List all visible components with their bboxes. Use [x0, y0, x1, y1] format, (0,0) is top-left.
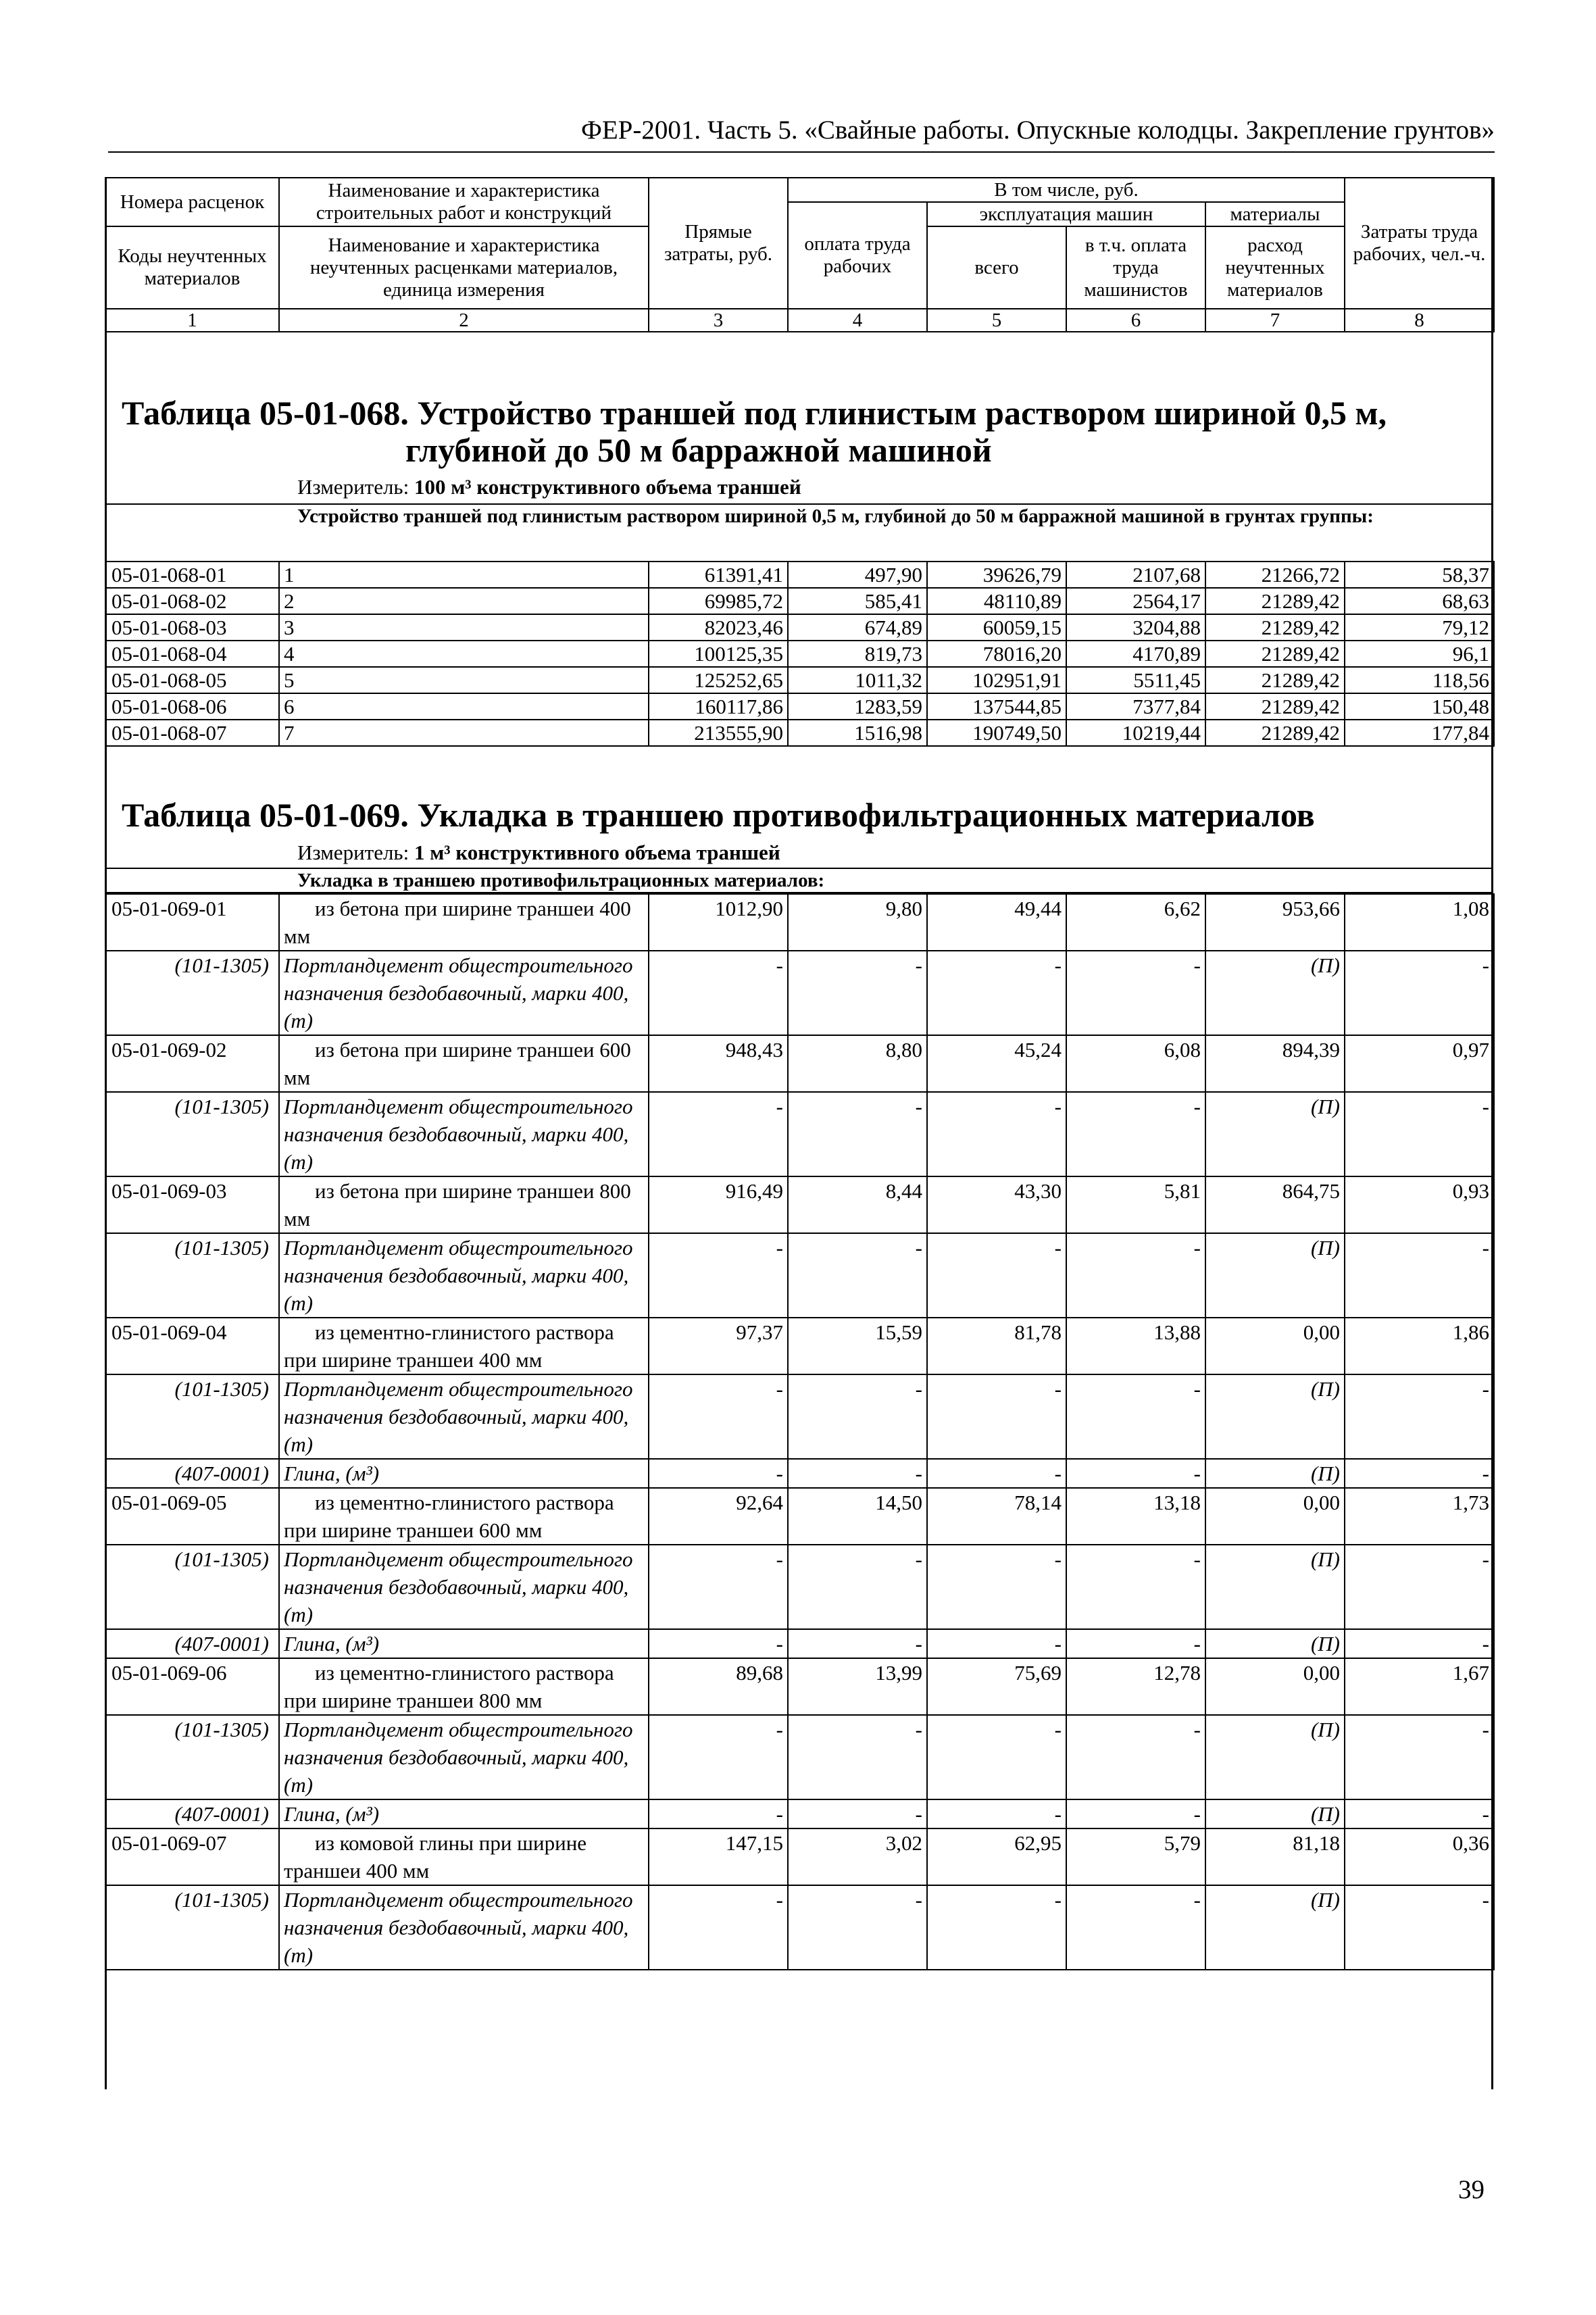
value-mat: 953,66	[1205, 894, 1345, 951]
material-code: (101-1305)	[105, 1092, 279, 1176]
dash-value: -	[1066, 1799, 1205, 1828]
material-mark: (П)	[1205, 1374, 1345, 1459]
rate-code: 05-01-068-01	[105, 562, 279, 588]
rate-code: 05-01-068-07	[105, 720, 279, 746]
material-name: Глина, (м³)	[279, 1459, 649, 1488]
material-row	[105, 1629, 1494, 1658]
material-name: Портландцемент общестроительного назначения бездобавочный, марки 400, (т)	[279, 1233, 649, 1318]
material-mark: (П)	[1205, 1092, 1345, 1176]
dash-value: -	[788, 1092, 927, 1176]
value-mach_labor: 6,62	[1066, 894, 1205, 951]
table-row	[105, 1828, 1494, 1885]
rate-code: 05-01-068-04	[105, 641, 279, 667]
dash-value: -	[927, 1092, 1066, 1176]
meter-value: 100 м³ конструктивного объема траншей	[414, 475, 801, 499]
value-direct: 100125,35	[649, 641, 788, 667]
value-hours: 0,36	[1345, 1828, 1494, 1885]
table-row	[105, 693, 1494, 720]
dash-value: -	[1066, 1374, 1205, 1459]
value-mat: 21266,72	[1205, 562, 1345, 588]
material-row	[105, 1715, 1494, 1799]
rate-code: 05-01-068-03	[105, 614, 279, 641]
rate-name: 5	[279, 667, 649, 693]
header-col3: Прямые затраты, руб.	[649, 178, 788, 309]
group-heading-text: Укладка в траншею противофильтрационных материалов:	[297, 870, 825, 891]
rate-name: из бетона при ширине траншеи 600 мм	[279, 1035, 649, 1092]
dash-value: -	[927, 1374, 1066, 1459]
material-mark: (П)	[1205, 951, 1345, 1035]
value-mach_labor: 6,08	[1066, 1035, 1205, 1092]
value-direct: 147,15	[649, 1828, 788, 1885]
dash-value: -	[649, 1092, 788, 1176]
dash-value: -	[649, 1885, 788, 1970]
table-row	[105, 614, 1494, 641]
value-mach_labor: 10219,44	[1066, 720, 1205, 746]
value-mat: 21289,42	[1205, 720, 1345, 746]
dash-value: -	[788, 951, 927, 1035]
dash-value: -	[788, 1799, 927, 1828]
header-number: 1	[105, 309, 279, 332]
material-code: (407-0001)	[105, 1459, 279, 1488]
value-hours: 96,1	[1345, 641, 1494, 667]
rate-name: из цементно-глинистого раствора при ширине траншеи 800 мм	[279, 1658, 649, 1715]
material-mark: (П)	[1205, 1629, 1345, 1658]
value-mach: 39626,79	[927, 562, 1066, 588]
material-mark: (П)	[1205, 1715, 1345, 1799]
dash-value: -	[1345, 1545, 1494, 1629]
meter-value: 1 м³ конструктивного объема траншей	[414, 841, 780, 864]
value-labor: 8,80	[788, 1035, 927, 1092]
value-mat: 0,00	[1205, 1658, 1345, 1715]
value-direct: 89,68	[649, 1658, 788, 1715]
material-mark: (П)	[1205, 1545, 1345, 1629]
value-mach_labor: 5,81	[1066, 1176, 1205, 1233]
material-name: Глина, (м³)	[279, 1629, 649, 1658]
material-name: Портландцемент общестроительного назначения бездобавочный, марки 400, (т)	[279, 1374, 649, 1459]
table-row	[105, 667, 1494, 693]
value-mach_labor: 13,18	[1066, 1488, 1205, 1545]
header-col2-bottom: Наименование и характеристика неучтенных расценками материалов, единица измерения	[279, 226, 649, 309]
value-mat: 21289,42	[1205, 693, 1345, 720]
table-row	[105, 562, 1494, 588]
value-hours: 1,08	[1345, 894, 1494, 951]
header-number: 6	[1066, 309, 1205, 332]
dash-value: -	[788, 1715, 927, 1799]
header-number: 2	[279, 309, 649, 332]
dash-value: -	[649, 1799, 788, 1828]
rate-name: из цементно-глинистого раствора при ширине траншеи 400 мм	[279, 1318, 649, 1374]
dash-value: -	[927, 1715, 1066, 1799]
value-mach_labor: 4170,89	[1066, 641, 1205, 667]
material-row	[105, 1885, 1494, 1970]
value-mach: 62,95	[927, 1828, 1066, 1885]
rate-name: 2	[279, 588, 649, 614]
value-labor: 3,02	[788, 1828, 927, 1885]
value-mach: 48110,89	[927, 588, 1066, 614]
value-mat: 81,18	[1205, 1828, 1345, 1885]
value-mach: 190749,50	[927, 720, 1066, 746]
material-mark: (П)	[1205, 1233, 1345, 1318]
table68	[105, 561, 1495, 747]
dash-value: -	[788, 1374, 927, 1459]
material-code: (101-1305)	[105, 951, 279, 1035]
material-mark: (П)	[1205, 1459, 1345, 1488]
dash-value: -	[1345, 1092, 1494, 1176]
value-mach_labor: 3204,88	[1066, 614, 1205, 641]
group-heading-text: Устройство траншей под глинистым раствором шириной 0,5 м, глубиной до 50 м барражной машиной в грунтах группы:	[297, 505, 1374, 527]
dash-value: -	[1345, 1885, 1494, 1970]
rate-name: 3	[279, 614, 649, 641]
dash-value: -	[1066, 951, 1205, 1035]
value-mach_labor: 13,88	[1066, 1318, 1205, 1374]
rate-name: из бетона при ширине траншеи 800 мм	[279, 1176, 649, 1233]
value-mach: 75,69	[927, 1658, 1066, 1715]
value-labor: 8,44	[788, 1176, 927, 1233]
material-row	[105, 1459, 1494, 1488]
value-mat: 0,00	[1205, 1318, 1345, 1374]
table-row	[105, 1318, 1494, 1374]
value-labor: 13,99	[788, 1658, 927, 1715]
header-number: 3	[649, 309, 788, 332]
rate-code: 05-01-069-03	[105, 1176, 279, 1233]
value-labor: 585,41	[788, 588, 927, 614]
value-hours: 1,73	[1345, 1488, 1494, 1545]
table68-title-line2: глубиной до 50 м барражной машиной	[405, 431, 992, 469]
value-direct: 948,43	[649, 1035, 788, 1092]
running-header: ФЕР-2001. Часть 5. «Свайные работы. Опускные колодцы. Закрепление грунтов»	[108, 114, 1495, 153]
meter-label: Измеритель:	[297, 475, 409, 499]
value-mat: 21289,42	[1205, 588, 1345, 614]
dash-value: -	[649, 1459, 788, 1488]
value-mach: 78016,20	[927, 641, 1066, 667]
dash-value: -	[788, 1233, 927, 1318]
rate-name: 1	[279, 562, 649, 588]
value-direct: 160117,86	[649, 693, 788, 720]
rate-code: 05-01-069-07	[105, 1828, 279, 1885]
rate-name: 4	[279, 641, 649, 667]
dash-value: -	[788, 1459, 927, 1488]
value-mat: 21289,42	[1205, 667, 1345, 693]
header-col8: Затраты труда рабочих, чел.-ч.	[1345, 178, 1494, 309]
value-direct: 69985,72	[649, 588, 788, 614]
material-name: Портландцемент общестроительного назначения бездобавочный, марки 400, (т)	[279, 1715, 649, 1799]
table-row	[105, 720, 1494, 746]
value-labor: 1516,98	[788, 720, 927, 746]
material-row	[105, 1092, 1494, 1176]
header-number: 4	[788, 309, 927, 332]
value-labor: 14,50	[788, 1488, 927, 1545]
material-name: Портландцемент общестроительного назначения бездобавочный, марки 400, (т)	[279, 1092, 649, 1176]
dash-value: -	[1345, 1629, 1494, 1658]
material-mark: (П)	[1205, 1885, 1345, 1970]
dash-value: -	[927, 1885, 1066, 1970]
meter-label: Измеритель:	[297, 841, 409, 864]
material-code: (407-0001)	[105, 1799, 279, 1828]
value-mat: 21289,42	[1205, 641, 1345, 667]
value-mach: 81,78	[927, 1318, 1066, 1374]
material-code: (101-1305)	[105, 1715, 279, 1799]
header-col5: всего	[927, 226, 1066, 309]
table68-meter	[297, 474, 801, 501]
value-hours: 0,97	[1345, 1035, 1494, 1092]
value-hours: 79,12	[1345, 614, 1494, 641]
material-row	[105, 1233, 1494, 1318]
dash-value: -	[649, 1233, 788, 1318]
dash-value: -	[1345, 1374, 1494, 1459]
dash-value: -	[1066, 1545, 1205, 1629]
value-mach_labor: 5,79	[1066, 1828, 1205, 1885]
value-labor: 674,89	[788, 614, 927, 641]
rate-code: 05-01-069-05	[105, 1488, 279, 1545]
dash-value: -	[1345, 1715, 1494, 1799]
value-mach_labor: 7377,84	[1066, 693, 1205, 720]
material-row	[105, 1799, 1494, 1828]
rate-name: из бетона при ширине траншеи 400 мм	[279, 894, 649, 951]
value-hours: 118,56	[1345, 667, 1494, 693]
rate-name: из цементно-глинистого раствора при ширине траншеи 600 мм	[279, 1488, 649, 1545]
page-number: 39	[1458, 2175, 1485, 2204]
rate-name: 6	[279, 693, 649, 720]
table-row	[105, 588, 1494, 614]
header-number: 5	[927, 309, 1066, 332]
rate-code: 05-01-069-06	[105, 1658, 279, 1715]
value-mach: 45,24	[927, 1035, 1066, 1092]
table69	[105, 893, 1495, 1970]
value-mach_labor: 12,78	[1066, 1658, 1205, 1715]
dash-value: -	[649, 1629, 788, 1658]
value-direct: 92,64	[649, 1488, 788, 1545]
value-mach_labor: 5511,45	[1066, 667, 1205, 693]
dash-value: -	[1345, 1459, 1494, 1488]
value-hours: 58,37	[1345, 562, 1494, 588]
material-code: (101-1305)	[105, 1233, 279, 1318]
header-number: 7	[1205, 309, 1345, 332]
rate-name: из комовой глины при ширине траншеи 400 мм	[279, 1828, 649, 1885]
header-machines: эксплуатация машин	[927, 202, 1205, 226]
table-row	[105, 1035, 1494, 1092]
table-row	[105, 894, 1494, 951]
value-labor: 497,90	[788, 562, 927, 588]
value-direct: 97,37	[649, 1318, 788, 1374]
dash-value: -	[927, 951, 1066, 1035]
value-direct: 916,49	[649, 1176, 788, 1233]
header-col4: оплата труда рабочих	[788, 202, 927, 309]
material-code: (101-1305)	[105, 1545, 279, 1629]
table-row	[105, 1488, 1494, 1545]
dash-value: -	[788, 1545, 927, 1629]
rate-code: 05-01-069-02	[105, 1035, 279, 1092]
value-labor: 1283,59	[788, 693, 927, 720]
header-col6: в т.ч. оплата труда машинистов	[1066, 226, 1205, 309]
dash-value: -	[1345, 1799, 1494, 1828]
material-name: Портландцемент общестроительного назначения бездобавочный, марки 400, (т)	[279, 1885, 649, 1970]
value-direct: 125252,65	[649, 667, 788, 693]
value-labor: 1011,32	[788, 667, 927, 693]
dash-value: -	[649, 1545, 788, 1629]
value-hours: 1,67	[1345, 1658, 1494, 1715]
dash-value: -	[1066, 1092, 1205, 1176]
header-materials: материалы	[1205, 202, 1345, 226]
rate-code: 05-01-069-04	[105, 1318, 279, 1374]
header-col1-bottom: Коды неучтенных материалов	[105, 226, 279, 309]
dash-value: -	[649, 1374, 788, 1459]
header-col2-top: Наименование и характеристика строительных работ и конструкций	[279, 178, 649, 226]
material-name: Глина, (м³)	[279, 1799, 649, 1828]
value-labor: 9,80	[788, 894, 927, 951]
header-number: 8	[1345, 309, 1494, 332]
dash-value: -	[1066, 1629, 1205, 1658]
material-mark: (П)	[1205, 1799, 1345, 1828]
value-direct: 213555,90	[649, 720, 788, 746]
value-hours: 1,86	[1345, 1318, 1494, 1374]
table-row	[105, 1176, 1494, 1233]
rate-code: 05-01-068-02	[105, 588, 279, 614]
header-col7: расход неучтенных материалов	[1205, 226, 1345, 309]
dash-value: -	[927, 1233, 1066, 1318]
rate-code: 05-01-068-06	[105, 693, 279, 720]
material-code: (101-1305)	[105, 1374, 279, 1459]
value-mach_labor: 2107,68	[1066, 562, 1205, 588]
material-name: Портландцемент общестроительного назначения бездобавочный, марки 400, (т)	[279, 951, 649, 1035]
table69-meter	[297, 839, 780, 866]
value-mach: 137544,85	[927, 693, 1066, 720]
value-mat: 894,39	[1205, 1035, 1345, 1092]
material-code: (407-0001)	[105, 1629, 279, 1658]
material-row	[105, 1545, 1494, 1629]
dash-value: -	[1345, 951, 1494, 1035]
dash-value: -	[1345, 1233, 1494, 1318]
value-mach: 43,30	[927, 1176, 1066, 1233]
dash-value: -	[788, 1629, 927, 1658]
dash-value: -	[649, 1715, 788, 1799]
table-row	[105, 641, 1494, 667]
dash-value: -	[927, 1545, 1066, 1629]
value-labor: 15,59	[788, 1318, 927, 1374]
material-name: Портландцемент общестроительного назначения бездобавочный, марки 400, (т)	[279, 1545, 649, 1629]
rate-code: 05-01-068-05	[105, 667, 279, 693]
table68-group-heading	[105, 503, 1493, 528]
header-col1-top: Номера расценок	[105, 178, 279, 226]
material-code: (101-1305)	[105, 1885, 279, 1970]
value-hours: 68,63	[1345, 588, 1494, 614]
value-mach_labor: 2564,17	[1066, 588, 1205, 614]
value-direct: 1012,90	[649, 894, 788, 951]
dash-value: -	[927, 1459, 1066, 1488]
value-mat: 0,00	[1205, 1488, 1345, 1545]
value-mach: 60059,15	[927, 614, 1066, 641]
value-direct: 61391,41	[649, 562, 788, 588]
table68-title-line1: Таблица 05-01-068. Устройство траншей под глинистым раствором шириной 0,5 м,	[122, 394, 1387, 432]
dash-value: -	[927, 1799, 1066, 1828]
table-row	[105, 1658, 1494, 1715]
material-row	[105, 1374, 1494, 1459]
header-group: В том числе, руб.	[788, 178, 1345, 202]
value-hours: 150,48	[1345, 693, 1494, 720]
dash-value: -	[1066, 1459, 1205, 1488]
dash-value: -	[1066, 1233, 1205, 1318]
table69-group-heading	[105, 868, 1493, 893]
dash-value: -	[649, 951, 788, 1035]
rate-code: 05-01-069-01	[105, 894, 279, 951]
dash-value: -	[927, 1629, 1066, 1658]
dash-value: -	[788, 1885, 927, 1970]
rate-name: 7	[279, 720, 649, 746]
value-direct: 82023,46	[649, 614, 788, 641]
value-mat: 864,75	[1205, 1176, 1345, 1233]
value-hours: 177,84	[1345, 720, 1494, 746]
value-mat: 21289,42	[1205, 614, 1345, 641]
dash-value: -	[1066, 1885, 1205, 1970]
value-labor: 819,73	[788, 641, 927, 667]
value-mach: 102951,91	[927, 667, 1066, 693]
material-row	[105, 951, 1494, 1035]
value-mach: 49,44	[927, 894, 1066, 951]
value-mach: 78,14	[927, 1488, 1066, 1545]
column-header-table	[105, 177, 1495, 332]
value-hours: 0,93	[1345, 1176, 1494, 1233]
table69-title: Таблица 05-01-069. Укладка в траншею противофильтрационных материалов	[122, 796, 1315, 834]
dash-value: -	[1066, 1715, 1205, 1799]
